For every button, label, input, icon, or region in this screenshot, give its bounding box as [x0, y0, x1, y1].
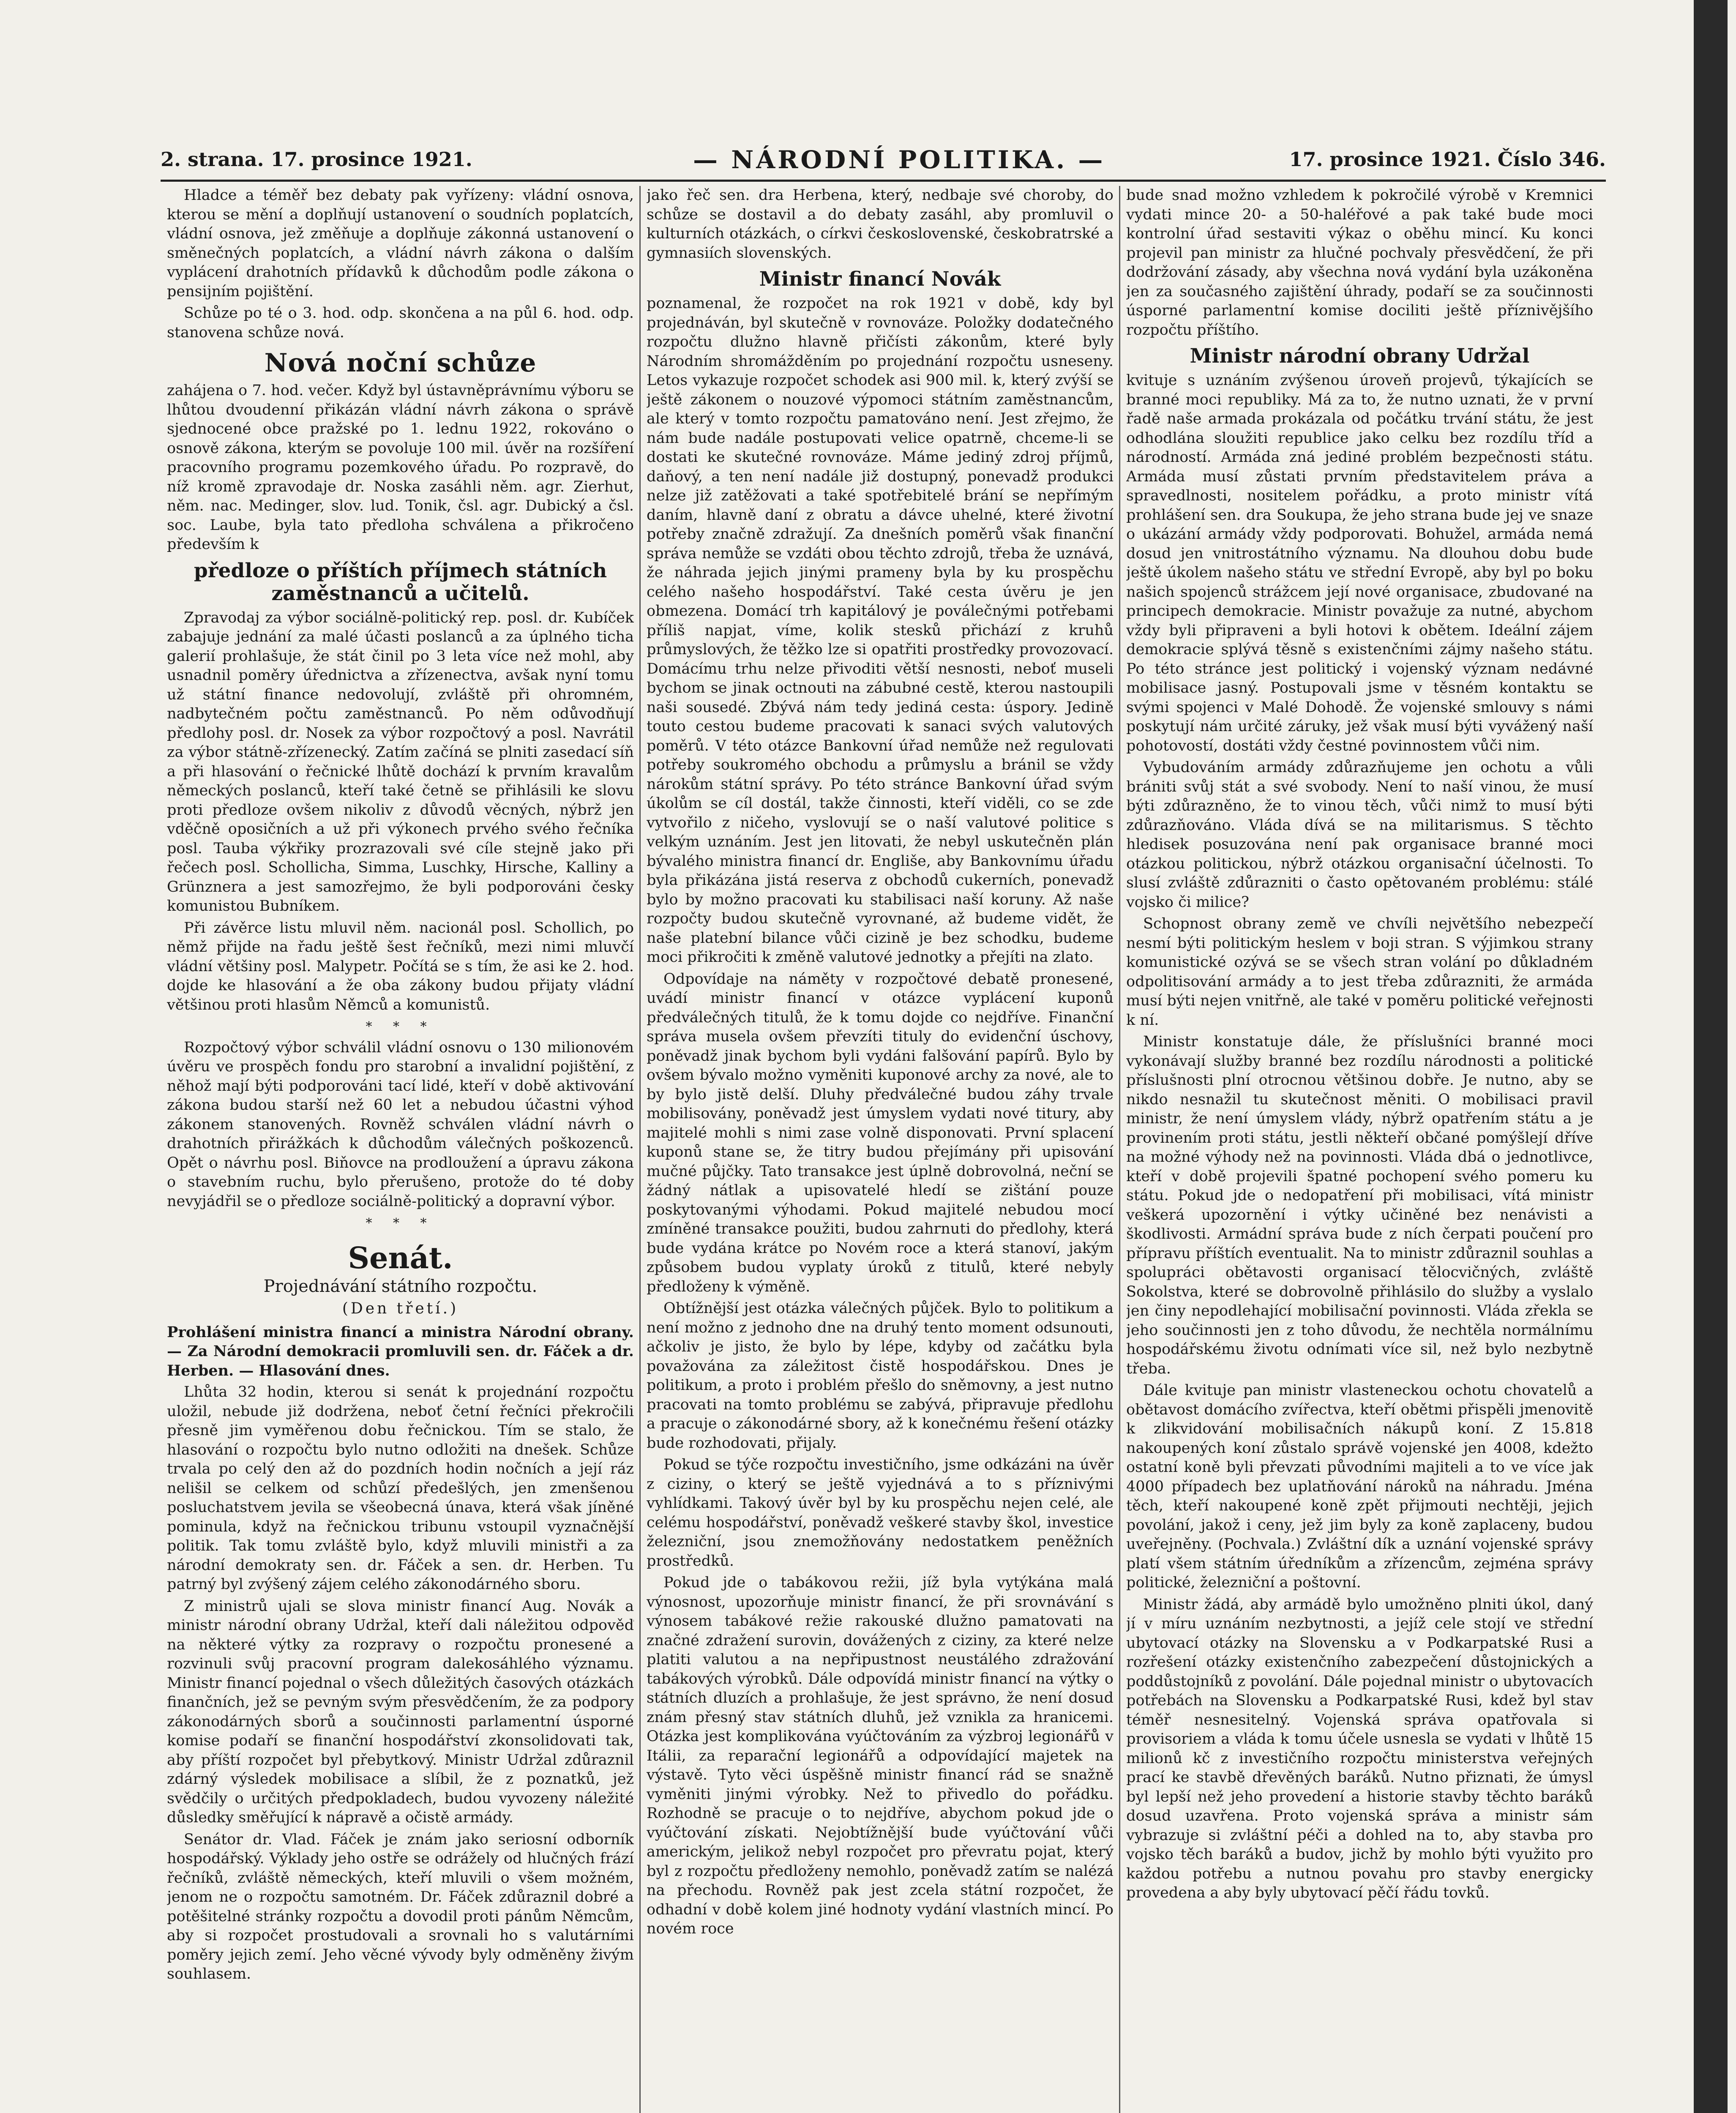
lead-summary: Prohlášení ministra financí a ministra Národní obrany. — Za Národní demokracii promluvili sen. dr. Fáček a dr. Herben. — Hlasování dnes. — [167, 1323, 634, 1379]
paragraph: Ministr žádá, aby armádě bylo umožněno plniti úkol, daný jí v míru uznáním nezbytnosti, a jejíž cele stojí ve střední ubytovací otázky na Slovensku a v Podkarpatské Rusi a rozřešení otázky existenčního zabezpečení důstojnických a poddůstojníků z povolání. Dále pojednal ministr o ubytovacích potřebách na Slovensku a Podkarpatské Rusi, kdež byl stav téměř nesnesitelný. Vojenská správa opatřovala si provisoriem a vláda k tomu účele usnesla se vydati v lhůtě 15 milionů kč z investičního rozpočtu ministerstva veřejných prací ke stavbě dřevěných baráků. Nutno přiznati, že úmysl byl lepší než jeho provedení a historie stavby těchto baráků dosud uzavřena. Proto vojenská správa a ministr sám vybrazuje si zvláštní péči a dohled na to, aby stavba pro vojsko těch baráků a budov, jichž by mohlo býti využito pro každou potřebu a nutnou povahu pro stavby energicky provedena a aby byly ubytovací pěčí řádu tovků. — [1126, 1596, 1593, 1901]
paragraph: Dále kvituje pan ministr vlasteneckou ochotu chovatelů a obětavost domácího zvířectva, kteří obětmi přispěli jmenovitě k zlikvidování mobilisačních nákupů koní. Z 15.818 nakoupených koní zůstalo správě vojenské jen 4008, kdežto ostatní koně byli převzati původními majiteli a to ve více jak 4000 případech bez uplatňování nároků na náhradu. Jména těch, kteří nakoupené koně zpět přijmouti nechtěji, jejich povolání, jakož i ceny, jež jim byly za koně zaplaceny, budou uveřejněny. (Pochvala.) Zvláštní dík a uznání vojenské správy platí všem státním úředníkům a zřízencům, zejména správy politické, železniční a poštovní. — [1126, 1382, 1593, 1591]
paragraph: Senátor dr. Vlad. Fáček je znám jako seriosní odborník hospodářský. Výklady jeho ostře se odrážely od hlučných frází řečníků, zvláště německých, kteří mluvili o všem možném, jenom ne o rozpočtu samotném. Dr. Fáček zdůraznil dobré a potěšitelné stránky rozpočtu a dovodil proti pánům Němcům, aby si rozpočet prostudovali a srovnali ho s valutárními poměry jejich zemí. Jeho věcné vývody byly odměněny živým souhlasem. — [167, 1831, 634, 1982]
header-page-date: 2. strana. 17. prosince 1921. — [161, 148, 472, 171]
separator-stars: * * * — [366, 1216, 435, 1231]
paragraph: zahájena o 7. hod. večer. Když byl ústavněprávnímu výboru se lhůtou dvoudenní přikázán vládní návrh zákona o správě sjednocené obce pražské po 1. lednu 1922, rokováno o osnově zákona, kterým se povoluje 100 mil. úvěr na rozšíření pracovního programu pozemkového úřadu. Po rozpravě, do níž kromě zpravodaje dr. Noska zasáhli něm. agr. Zierhut, něm. nac. Medinger, slov. lud. Tonik, čsl. agr. Dubický a čsl. soc. Laube, byla tato předloha schválena a přikročeno především k — [167, 382, 634, 553]
section-heading: Nová noční schůze — [264, 348, 537, 378]
senate-heading: Senát. — [348, 1240, 453, 1275]
paragraph: Při závěrce listu mluvil něm. nacionál posl. Schollich, po němž přijde na řadu ještě šest řečníků, mezi nimi mluvčí vládní většiny posl. Malypetr. Počítá se s tím, že asi ke 2. hod. dojde ke hlasování a že oba zákony budou přijaty vládní většinou proti hlasům Němců a komunistů. — [167, 919, 634, 1013]
section-heading: předloze o příštích příjmech státních zaměstnanců a učitelů. — [194, 559, 607, 605]
column-3 — [1126, 186, 1593, 2113]
paragraph: Z ministrů ujali se slova ministr financí Aug. Novák a ministr národní obrany Udržal, kteří dali náležitou odpověď na některé výtky za rozpravy o rozpočtu pronesené a rozvinuli svůj pracovní program dalekosáhlého významu. Ministr financí pojednal o všech důležitých časových otázkách finančních, jež se pevným svým přesvědčením, že za podpory zákonodárných sborů a součinnosti parlamentní úsporné komise podaří se finanční hospodářství zkonsolidovati tak, aby příští rozpočet byl přebytkový. Ministr Udržal zdůraznil zdárný výsledek mobilisace a slíbil, že z poznatků, jež svědčily o určitých předpokladech, budou vyvozeny náležité důsledky směřující k nápravě a očistě armády. — [167, 1597, 634, 1826]
section-heading: Ministr národní obrany Udržal — [1190, 344, 1530, 368]
paragraph: Schopnost obrany země ve chvíli největšího nebezpečí nesmí býti politickým heslem v boji stran. S výjimkou strany komunistické ozývá se se všech stran volání po důkladném odpolitisování armády a to jest třeba zdůrazniti, že armáda musí býti nejen vnitřně, ale také v poměru politické veřejnosti k ní. — [1126, 915, 1593, 1029]
senate-subheading: Projednávání státního rozpočtu. — [263, 1276, 538, 1296]
paragraph: Pokud jde o tabákovou režii, jíž byla vytýkána malá výnosnost, upozorňuje ministr financí, že při srovnávání s výnosem tabákové režie rakouské dlužno pamatovati na značné zdražení surovin, dovážených z ciziny, za které nelze platiti valutou a na nepřipustnost neustálého zdražování tabákových výrobků. Dále odpovídá ministr financí na výtky o státních dluzích a prohlašuje, že jest správno, že není dosud znám přesný stav státních dluhů, jež vznikla za hranicemi. Otázka jest komplikována vyúčtováním za výzbroj legionářů v Itálii, za reparační legionářů a odpovídající majetek na výstavě. Tyto věci úspěšně ministr financí rád se snažně vyměniti jinými výrobky. Než to přivedlo do pořádku. Rozhodně se pracuje o to nejdříve, abychom pokud jde o vyúčtování získati. Nejobtížnější bude vyúčtování vůči americkým, jelikož nebyl rozpočet pro převratu pojat, který byl z rozpočtu předloženy nemohlo, poněvadž zatím se nalézá na přechodu. Rovněž pak jest zcela státní rozpočet, že odhadní v době kolem jiné hodnoty vydání vlastních mincí. Po novém roce — [647, 1574, 1114, 1937]
paragraph: Schůze po té o 3. hod. odp. skončena a na půl 6. hod. odp. stanovena schůze nová. — [167, 305, 634, 341]
paragraph: Pokud se týče rozpočtu investičního, jsme odkázáni na úvěr z ciziny, o který se ještě vyjednává a to s příznivými vyhlídkami. Takový úvěr byl by ku prospěchu nejen celé, ale celému hospodářství, poněvadž veškeré stavby škol, investice železniční, jsou znemožňovány nedostatkem peněžních prostředků. — [647, 1456, 1114, 1570]
page-header — [161, 139, 1606, 177]
paragraph: Zpravodaj za výbor sociálně-politický rep. posl. dr. Kubíček zabajuje jednání za malé účasti poslanců a za úplného ticha galerií prohlašuje, že stát činil po 3 leta více než mohl, aby usnadnil poměry úřednictva a zřízenectva, avšak nyní tomu už státní finance nedovolují, zvláště při ohromném, nadbytečném počtu zaměstnanců. Po něm odůvodňují předlohy posl. dr. Nosek za výbor rozpočtový a posl. Navrátil za výbor státně-zřízenecký. Zatím začíná se plniti zasedací síň a při hlasování o řečnické lhůtě dochází k prvním kravalům německých poslanců, kteří také četně se přihlásili ke slovu proti předloze ovšem nikoliv z důvodů věcných, nýbrž jen vděčně oposičních a už při výkonech prvého svého řečníka posl. Tauba výkřiky prozrazovali své cíle stejně jako při řečech posl. Schollicha, Simma, Luschky, Hirsche, Kalliny a Grünznera a jest samozřejmo, že byli podporováni česky komunistou Bubníkem. — [167, 609, 634, 915]
separator-stars: * * * — [366, 1019, 435, 1034]
paragraph: kvituje s uznáním zvýšenou úroveň projevů, týkajících se branné moci republiky. Má za to, že nutno uznati, že v první řadě naše armada prokázala od počátku trvání státu, že jest odhodlána sloužiti republice jako celku bez rozdílu tříd a národností. Armáda zná jediné problém bezpečnosti státu. Armáda musí zůstati prvním představitelem práva a spravedlnosti, nositelem pořádku, a proto ministr vítá prohlášení sen. dra Soukupa, že jeho strana bude jej ve snaze o ukázání armády vždy podporovati. Bohužel, armáda nemá dosud jen vnitrostátního významu. Na dlouhou dobu bude ještě úkolem našeho státu ve střední Evropě, aby byl po boku našich spojenců strážcem její nové organisace, zbudované na principech demokracie. Ministr považuje za nutné, abychom vždy byli připraveni a byli hotovi k obětem. Ideální zájem demokracie splývá těsně s existenčními zájmy našeho státu. Po této stránce jest politický i vojenský význam nedávné mobilisace jasný. Postupovali jsme v těsném kontaktu se svými spojenci v Malé Dohodě. Že vojenské smlouvy s námi poskytují nám určité záruky, jež však musí býti vyvážený naší pohotovostí, dostáti vždy čestné povinnostem vůči nim. — [1126, 372, 1593, 754]
scan-edge — [1694, 0, 1728, 2113]
paragraph: Obtížnější jest otázka válečných půjček. Bylo to politikum a není možno z jednoho dne na druhý tento moment odsunouti, ačkoliv je jisto, že bylo by lépe, kdyby od začátku byla považována za záležitost čistě hospodářskou. Dnes je politikum, a proto i problém přešlo do sněmovny, a jest nutno pracovati na tomto problému se zabývá, připravuje předlohu a pracuje o zákonodárné sbory, až k konečnému řešení otázky bude rozhodovati, přijaly. — [647, 1300, 1114, 1452]
section-heading: Ministr financí Novák — [759, 268, 1001, 291]
column-divider — [1119, 186, 1120, 2113]
masthead-title: — NÁRODNÍ POLITIKA. — — [693, 145, 1105, 174]
column-divider — [639, 186, 641, 2113]
paragraph: Vybudováním armády zdůrazňujeme jen ochotu a vůli brániti svůj stát a své svobody. Není to naší vinou, že musí býti zdůrazněno, že to vinou těch, vůči nimž to musí býti zdůrazňováno. Vláda dívá se na militarismus. S těchto hledisek posuzována není pak organisace branné moci otázkou politickou, nýbrž otázkou organisační účelnosti. To slusí zvláště zdůrazniti o často opětovaném problému: stálé vojsko či milice? — [1126, 759, 1593, 911]
day-label: (Den třetí.) — [342, 1299, 459, 1317]
paragraph: bude snad možno vzhledem k pokročilé výrobě v Kremnici vydati mince 20- a 50-haléřové a pak také bude moci kontrolní úřad sestaviti výkaz o oběhu mincí. Ku konci projevil pan ministr za hlučné pochvaly přesvědčení, že při dodržování zásady, aby všechna nová vydání byla uzákoněna jen za současného zajištění úhrady, podaří se za součinnosti úsporné parlamentní komise dociliti ještě příznivějšího rozpočtu příštího. — [1126, 187, 1593, 339]
header-issue-number: 17. prosince 1921. Číslo 346. — [1289, 148, 1606, 171]
header-rule — [161, 180, 1606, 182]
column-2 — [647, 186, 1114, 2113]
paragraph: Rozpočtový výbor schválil vládní osnovu o 130 milionovém úvěru ve prospěch fondu pro starobní a invalidní pojištění, z něhož mají býti podporováni tací lidé, kteří v době aktivování zákona budou starší než 60 let a nebudou účastni výhod zákonem stanovených. Rovněž schválen vládní návrh o drahotních přirážkách k důchodům válečných poškozenců. Opět o návrhu posl. Biňovce na prodloužení a úpravu zákona o stavebním ruchu, bylo přerušeno, protože do té doby nevyjádřil se o předloze sociálně-politický a dopravní výbor. — [167, 1039, 634, 1210]
column-1 — [167, 186, 634, 2113]
paragraph: poznamenal, že rozpočet na rok 1921 v době, kdy byl projednáván, byl skutečně v rovnováze. Položky dodatečného rozpočtu dlužno hlavně přičísti zákonům, které byly Národním shromážděním po projednání rozpočtu usneseny. Letos vykazuje rozpočet schodek asi 900 mil. k, který zvýší se ještě zákonem o nouzové výpomoci státním zaměstnancům, ale který v tomto rozpočtu pamatováno není. Jest zřejmo, že nám bude nadále postupovati velice opatrně, chceme-li se dostati ke skutečné rovnováze. Máme jediný zdroj příjmů, daňový, a ten není nadále již dostupný, ponevadž produkci nelze již zatěžovati a také spotřebitelé brání se nepřímým daním, hlavně daní z obratu a dávce uhelné, které životní potřeby značně zdražují. Za dnešních poměrů však finanční správa nemůže se vzdáti obou těchto zdrojů, třeba že uznává, že náhrada jejich jinými prameny byla by ku prospěchu celého našeho hospodářství. Také cesta úvěru je jen obmezena. Domácí trh kapitálový je poválečnými potřebami příliš napjat, víme, kolik stesků přichází z kruhů průmyslových, že těžko lze si opatřiti prostředky provozovací. Domácímu trhu nelze přivoditi větší nesnosti, neboť museli bychom se jinak octnouti na zábubné cestě, kterou nastoupili naši sousedé. Zbývá nám tedy jediná cesta: úspory. Jedině touto cestou budeme pracovati k sanaci svých valutových poměrů. V této otázce Bankovní úřad nemůže než regulovati potřeby soukromého obchodu a průmyslu a bránil se vždy nárokům státní správy. Po této stránce Bankovní úřad svým úkolům se cíl dostál, takže činnosti, kteří viděli, co se zde vytvořilo z ničeho, vyslovují se o naší valutové politice s velkým uznáním. Jest jen litovati, že nebyl uskutečněn plán bývalého ministra financí dr. Englišе, aby Bankovnímu úřadu byla přikázána jistá reserva z obchodů cukerních, ponevadž bylo by možno pracovati ku stabilisaci naší koruny. Až naše rozpočty budou skutečně vyrovnané, až budeme vidět, že naše platební bilance vůči cizině je bez schodku, budeme moci přikročiti k změně valutové jednotky a přejíti na zlato. — [647, 295, 1114, 966]
paragraph: Hladce a téměř bez debaty pak vyřízeny: vládní osnova, kterou se mění a doplňují ustanovení o soudních poplatcích, vládní osnova, jež změňuje a doplňuje zákonná ustanovení o směnečných poplatcích, a vládní návrh zákona o dalším vyplácení drahotních přídavků k důchodům podle zákona o pensijním pojištění. — [167, 187, 634, 300]
paragraph: Lhůta 32 hodin, kterou si senát k projednání rozpočtu uložil, nebude již dodržena, neboť četní řečníci překročili přesně jim vyměřenou dobu řečnickou. Tím se stalo, že hlasování o rozpočtu bylo nutno odložiti na dnešek. Schůze trvala po celý den až do pozdních hodin nočních a její ráz nelišil se celkem od schůzí předešlých, jen zmenšenou posluchatstvem jevila se všeobecná únava, která však jíněné pominula, když na řečnickou tribunu vstoupil vyznačnější politik. Tak tomu zvláště bylo, když mluvili ministři a za národní demokraty sen. dr. Fáček a sen. dr. Herben. Tu patrný byl zvýšený zájem celého zákonodárného sboru. — [167, 1384, 634, 1593]
paragraph: Ministr konstatuje dále, že příslušníci branné moci vykonávají služby branné bez rozdílu národnosti a politické příslušnosti plní otrocnou většinou dobře. Je nutno, aby se nikdo nesnažil tu skutečnost měniti. O mobilisaci pravil ministr, že není úmyslem vlády, nýbrž opatřením státu a je provinením proti státu, jestli někteří občané pomýšlejí dříve na možné výhody než na povinnosti. Vláda dbá o jednotlivce, kteří v době projevili špatné pochopení svého pomeru ku státu. Pokud jde o nedopatření při mobilisaci, vítá ministr veškerá upozornění i výtky učiněné bez nenávisti a škodlivosti. Armádní správa bude z ních čerpati poučení pro přípravu příštích eventualit. Na to ministr zdůraznil souhlas a spolupráci obětavosti organisací tělocvičných, zvláště Sokolstva, které se dobrovolně přihlásilo do služby a vyslalo jen činy nepodlehající mobilisační povinnosti. Vláda zřekla se jeho součinnosti jen z toho důvodu, že nechtěla normálnímu hospodářskému životu odnímati více sil, než bylo nezbytně třeba. — [1126, 1033, 1593, 1377]
paragraph: jako řeč sen. dra Herbena, který, nedbaje své choroby, do schůze se dostavil a do debaty zasáhl, aby promluvil o kulturních otázkách, o církvi československé, českobratrské a gymnasiích slovenských. — [647, 187, 1114, 262]
paragraph: Odpovídaje na náměty v rozpočtové debatě pronesené, uvádí ministr financí v otázce vyplácení kuponů předválečných titulů, že k tomu dojde co nejdříve. Finanční správa musela ovšem převzíti tituly do evidenční úschovy, poněvadž jinak bychom byli vydáni falšování papírů. Bylo by ovšem bývalo možno vyměniti kuponové archy za nové, ale to by bylo jistě delší. Dluhy předválečné budou záhy trvale mobilisovány, poněvadž jest úmyslem vydati nové titury, aby majitelé mohli s nimi zase volně disponovati. První splacení kuponů stane se, že titry budou přejímány při upisování mučné půjčky. Tato transakce jest úplně dobrovolná, neční se žádný nátlak a upisovatelé hledí se zištání pouze poskytovanými výhodami. Pokud majitelé nebudou mocí zmíněné transakce použiti, budou zahrnuti do předlohy, která bude vydána krátce po Novém roce a která stanoví, jakým způsobem budou vyplaty úroků z titulů, které nebyly předloženy k výměně. — [647, 970, 1114, 1295]
